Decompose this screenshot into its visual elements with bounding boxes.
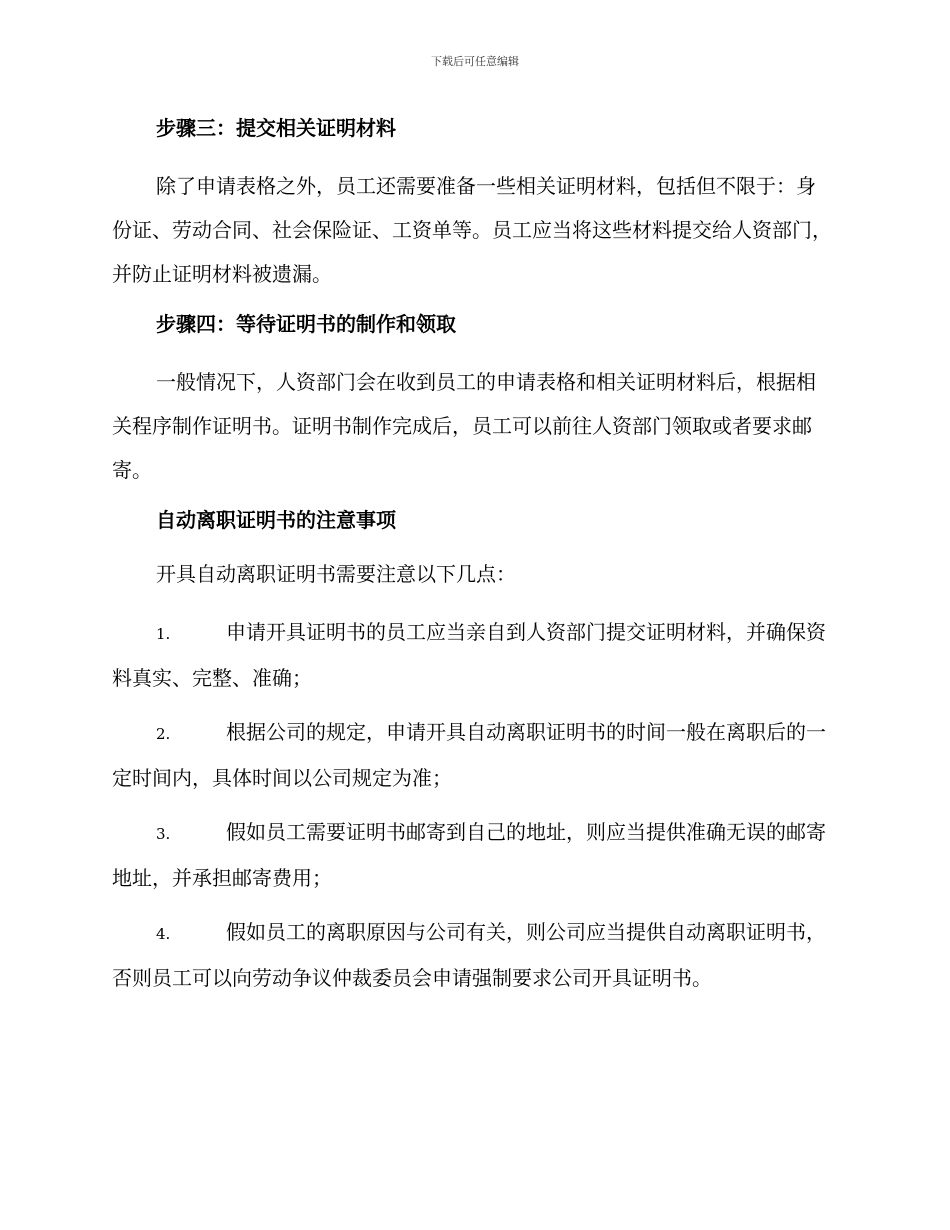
step4-paragraph: 一般情况下，人资部门会在收到员工的申请表格和相关证明材料后，根据相关程序制作证明书。证明书制作完成后，员工可以前往人资部门领取或者要求邮寄。 — [112, 370, 816, 482]
list-item-text: 申请开具证明书的员工应当亲自到人资部门提交证明材料，并确保资料真实、完整、准确； — [112, 620, 826, 690]
list-item-number: 2. — [156, 725, 171, 743]
list-item-text: 假如员工的离职原因与公司有关，则公司应当提供自动离职证明书，否则员工可以向劳动争议仲裁委员会申请强制要求公司开具证明书。 — [112, 920, 826, 990]
document-body — [112, 110, 832, 1010]
notes-intro: 开具自动离职证明书需要注意以下几点： — [156, 562, 516, 586]
list-item-number: 4. — [156, 925, 171, 943]
list-item — [112, 810, 832, 900]
list-item-number: 1. — [156, 625, 171, 643]
header-note: 下载后可任意编辑 — [431, 55, 519, 68]
list-item-text: 假如员工需要证明书邮寄到自己的地址，则应当提供准确无误的邮寄地址，并承担邮寄费用； — [112, 820, 826, 890]
step3-paragraph: 除了申请表格之外，员工还需要准备一些相关证明材料，包括但不限于：身份证、劳动合同、社会保险证、工资单等。员工应当将这些材料提交给人资部门，并防止证明材料被遗漏。 — [112, 174, 832, 286]
list-item — [112, 910, 832, 1000]
list-item-text: 根据公司的规定，申请开具自动离职证明书的时间一般在离职后的一定时间内，具体时间以公司规定为准； — [112, 720, 826, 790]
list-item — [112, 710, 832, 800]
step3-heading: 步骤三：提交相关证明材料 — [156, 116, 396, 140]
notes-heading: 自动离职证明书的注意事项 — [156, 508, 396, 532]
list-item — [112, 610, 832, 700]
step4-heading: 步骤四：等待证明书的制作和领取 — [156, 312, 456, 336]
list-item-number: 3. — [156, 825, 171, 843]
